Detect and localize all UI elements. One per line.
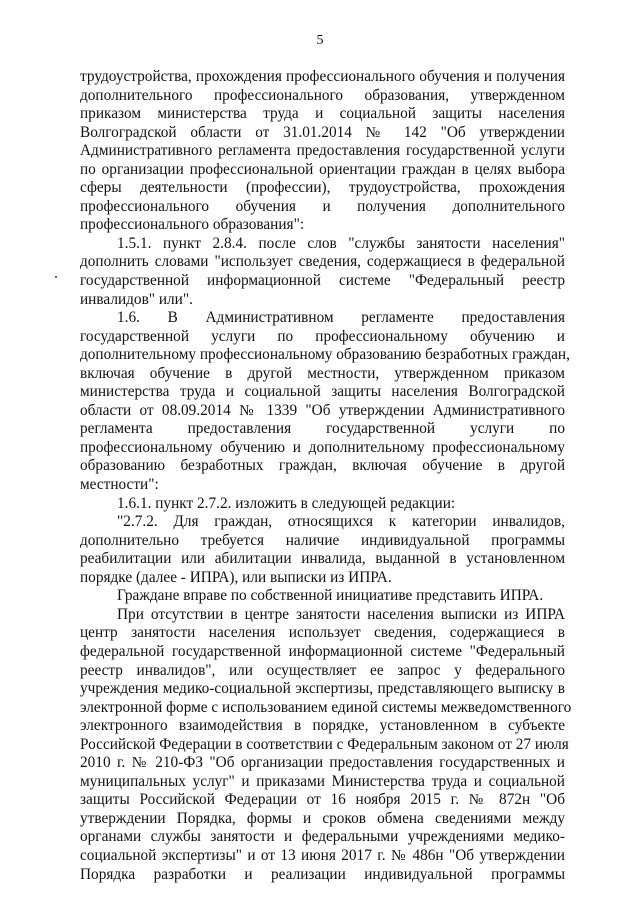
text-line: включая обучение в другой местности, утвержденном приказом bbox=[80, 364, 565, 382]
text-line: области от 08.09.2014 № 1339 "Об утверждении Административного bbox=[80, 401, 565, 419]
text-line: 1.5.1. пункт 2.8.4. после слов "службы занятости населения" bbox=[117, 234, 565, 252]
text-line: утверждении Порядка, формы и сроков обмена сведениями между bbox=[80, 809, 565, 827]
text-line: социальной экспертизы" и от 13 июня 2017 г. № 486н "Об утверждении bbox=[80, 846, 565, 864]
text-line: Порядка разработки и реализации индивидуальной программы bbox=[80, 865, 565, 883]
text-line: профессиональному обучению и дополнительному профессиональному bbox=[80, 438, 565, 456]
text-line: При отсутствии в центре занятости населения выписки из ИПРА bbox=[117, 605, 565, 623]
text-line: "2.7.2. Для граждан, относящихся к категории инвалидов, bbox=[117, 513, 565, 531]
text-line: 1.6.1. пункт 2.7.2. изложить в следующей редакции: bbox=[117, 494, 456, 512]
text-line: по организации профессиональной ориентации граждан в целях выбора bbox=[80, 160, 565, 178]
text-line: реабилитации или абилитации инвалида, выданной в установленном bbox=[80, 550, 565, 568]
text-line: 1.6. В Административном регламенте предоставления bbox=[117, 309, 565, 327]
text-line: порядке (далее - ИПРА), или выписки из ИПРА. bbox=[80, 568, 392, 586]
text-line: Волгоградской области от 31.01.2014 № 142 "Об утверждении bbox=[80, 123, 565, 141]
text-line: дополнительного профессионального образования, утвержденном bbox=[80, 86, 565, 104]
text-line: Граждане вправе по собственной инициативе представить ИПРА. bbox=[117, 587, 544, 605]
scan-speck bbox=[55, 276, 57, 278]
text-line: реестр инвалидов", или осуществляет ее запрос у федерального bbox=[80, 661, 565, 679]
text-line: дополнительному профессиональному образованию безработных граждан, bbox=[80, 346, 570, 364]
text-line: дополнить словами "использует сведения, содержащиеся в федеральной bbox=[80, 253, 565, 271]
text-line: министерства труда и социальной защиты населения Волгоградской bbox=[80, 383, 565, 401]
text-line: Российской Федерации в соответствии с Федеральным законом от 27 июля bbox=[80, 735, 569, 753]
text-line: профессионального образования": bbox=[80, 216, 305, 234]
document-body bbox=[80, 68, 572, 884]
text-line: государственной информационной системе "Федеральный реестр bbox=[80, 272, 565, 290]
text-line: муниципальных услуг" и приказами Министерства труда и социальной bbox=[80, 772, 565, 790]
text-line: электронного взаимодействия в порядке, установленном в субъекте bbox=[80, 717, 565, 735]
text-line: профессионального обучения и получения дополнительного bbox=[80, 197, 565, 215]
text-line: приказом министерства труда и социальной защиты населения bbox=[80, 105, 565, 123]
text-line: Административного регламента предоставления государственной услуги bbox=[80, 142, 565, 160]
text-line: защиты Российской Федерации от 16 ноября 2015 г. № 872н "Об bbox=[80, 791, 565, 809]
text-line: центр занятости населения использует сведения, содержащиеся в bbox=[80, 624, 565, 642]
text-line: местности": bbox=[80, 476, 159, 494]
text-line: сферы деятельности (профессии), трудоустройства, прохождения bbox=[80, 179, 565, 197]
page-number: 5 bbox=[316, 33, 324, 48]
text-line: инвалидов" или". bbox=[80, 290, 193, 308]
text-line: государственной услуги по профессиональному обучению и bbox=[80, 327, 565, 345]
text-line: трудоустройства, прохождения профессионального обучения и получения bbox=[80, 68, 565, 85]
text-line: регламента предоставления государственной услуги по bbox=[80, 420, 565, 438]
text-line: федеральной государственной информационной системе "Федеральный bbox=[80, 642, 565, 660]
text-line: 2010 г. № 210-ФЗ "Об организации предоставления государственных и bbox=[80, 754, 565, 772]
text-line: органами службы занятости и федеральными учреждениями медико- bbox=[80, 828, 565, 846]
text-line: электронной форме с использованием единой системы межведомственного bbox=[80, 698, 572, 716]
text-line: учреждения медико-социальной экспертизы, представляющего выписку в bbox=[80, 680, 565, 698]
text-line: дополнительно требуется наличие индивидуальной программы bbox=[80, 531, 565, 549]
text-line: образованию безработных граждан, включая обучение в другой bbox=[80, 457, 565, 475]
